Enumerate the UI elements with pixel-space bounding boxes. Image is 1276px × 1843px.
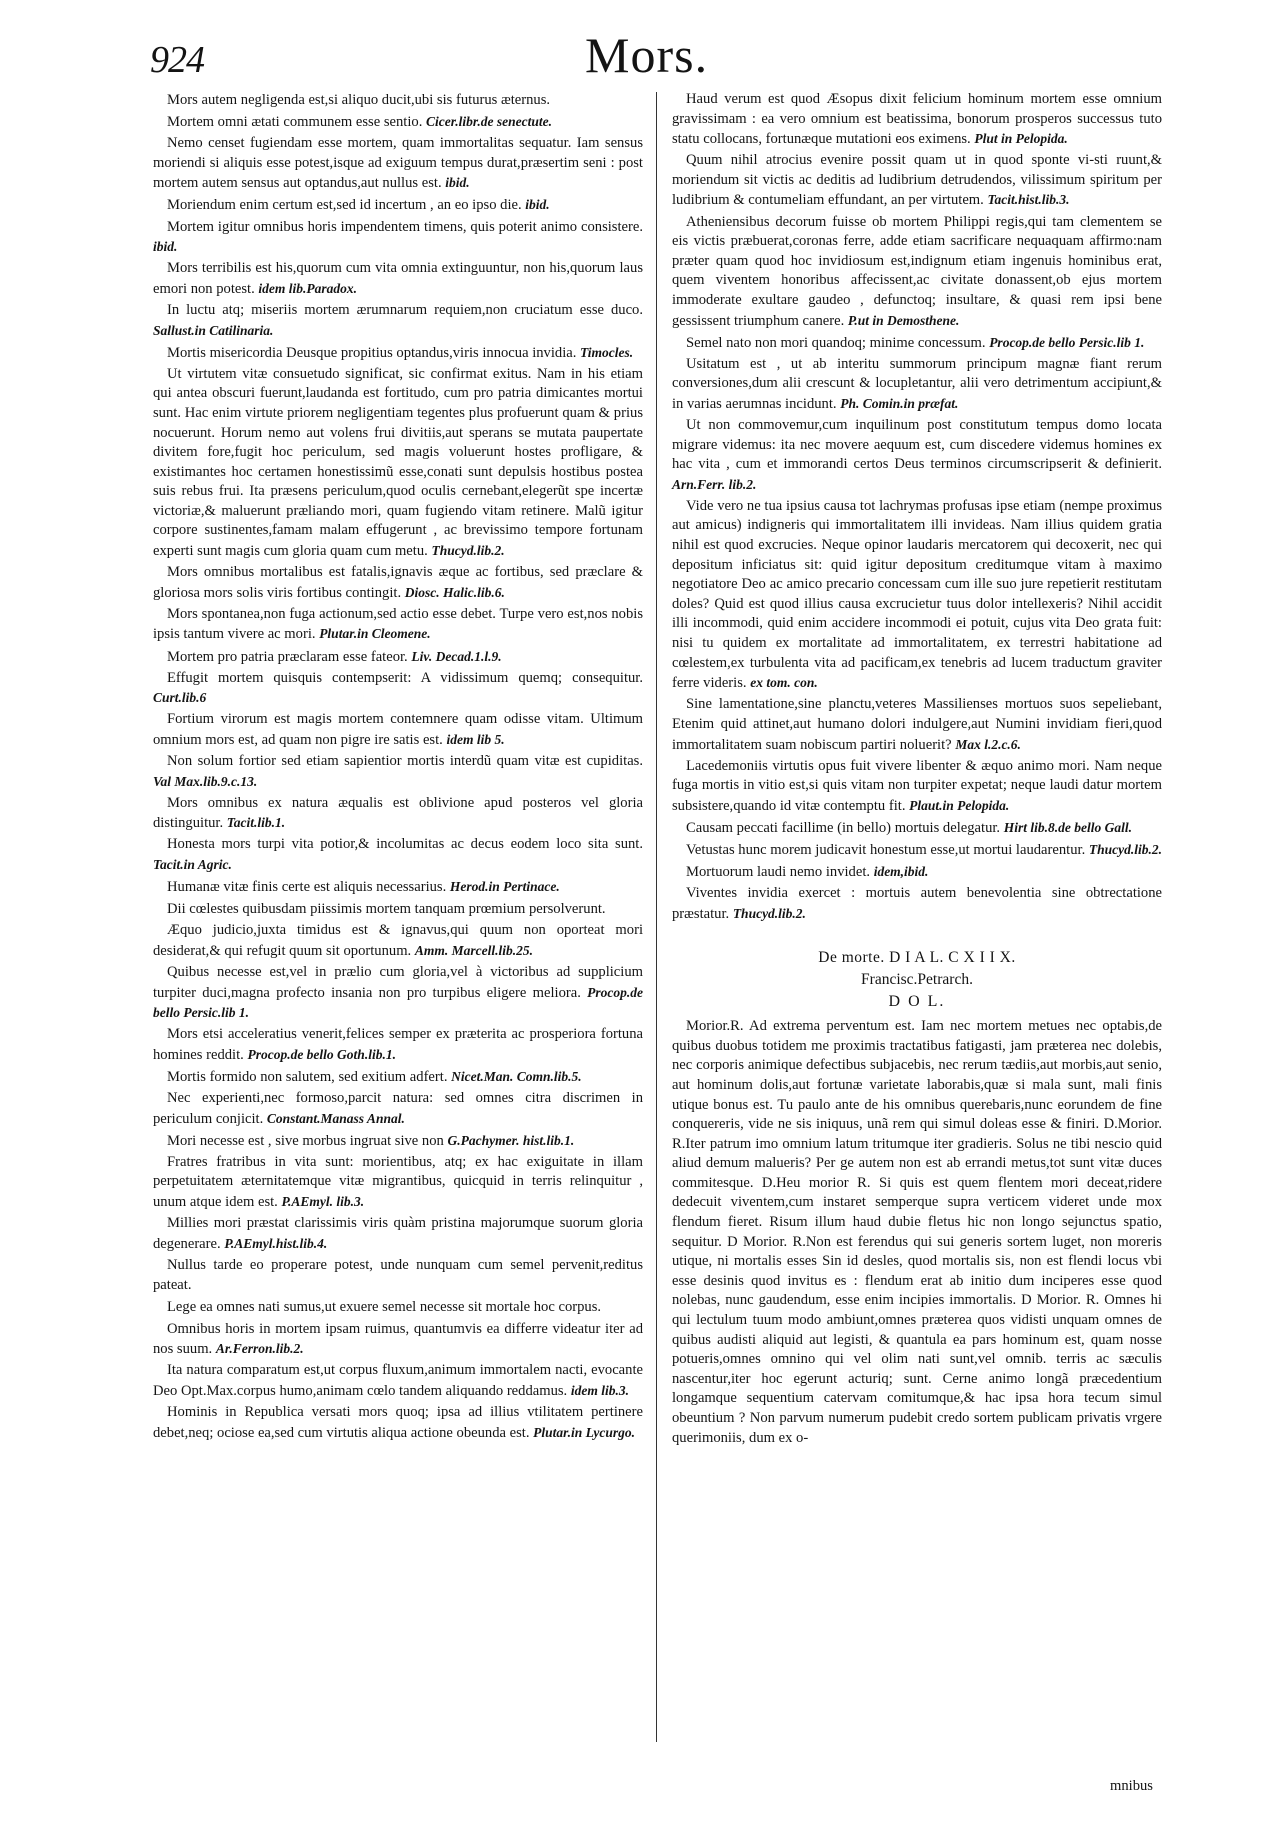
quote-text: Humanæ vitæ finis certe est aliquis necessarius. xyxy=(167,879,447,896)
quote-paragraph xyxy=(153,669,643,709)
quote-source: Ar.Ferron.lib.2. xyxy=(215,1341,304,1357)
quote-source: ibid. xyxy=(525,197,550,213)
quote-text: Vide vero ne tua ipsius causa tot lachrymas profusas ipse etiam (nempe proximus aut amicus) indigneris qui immortalitatem illi invideas. Nam illius quidem gratia nihil est quod excrucies. Neque opinor laudaris mercatorem qui decoxerit, nec qui depositum inficiatus sit: quid igitur depositum creditumque vitam à maximo negotiatore Deo ac amico precario concessam cum ille suo jure repetierit restitutam doles? Quid est quod illius causa excrucietur tuus dolor intellexeris? Nihil accidit illi incommodi, quid enim accidere incommodi ei potuit, cujus vita Deo grata fuit: nisi tu quidem ex mortalitate ad immortalitatem, ex terrestri habitatione ad cœlestem,ex turbulenta vita ad pacificam,ex tenebris ad lucem traductum graviter ferre videris. xyxy=(672,497,1162,692)
quote-source: Sallust.in Catilinaria. xyxy=(153,322,274,338)
quote-source: P.AEmyl.hist.lib.4. xyxy=(224,1235,328,1251)
quote-source: Plut in Pelopida. xyxy=(974,131,1068,147)
quote-text: Honesta mors turpi vita potior,& incolumitas ac decus eodem loco sita sunt. xyxy=(167,836,643,853)
quote-paragraph xyxy=(153,90,643,111)
quote-text: Non solum fortior sed etiam sapientior mortis interdũ quam vitæ est cupiditas. xyxy=(167,753,643,769)
quote-text: Mortis misericordia Deusque propitius optandus,viris innocua invidia. xyxy=(167,344,577,361)
quote-paragraph xyxy=(153,835,643,875)
quote-text: Moriendum enim certum est,sed id incertum , an eo ipso die. xyxy=(167,197,522,214)
quote-paragraph xyxy=(153,1256,643,1296)
dialogue-title: De morte. D I A L. C X I I X. xyxy=(818,949,1016,967)
quote-text: Mortem pro patria præclaram esse fateor. xyxy=(167,648,408,665)
quote-source: Amm. Marcell.lib.25. xyxy=(414,942,533,958)
quote-source: idem,ibid. xyxy=(873,864,929,880)
quote-paragraph xyxy=(153,134,643,194)
quote-source: P.ut in Demosthene. xyxy=(847,312,960,328)
quote-text: Mors omnibus ex natura æqualis est oblivione apud posteros vel gloria distinguitur. xyxy=(153,794,643,832)
quote-source: G.Pachymer. hist.lib.1. xyxy=(447,1132,575,1148)
page-number: 924 xyxy=(150,39,204,81)
quote-text: Fratres fratribus in vita sunt: morientibus, atq; ex hac exiguitate in illam perpetuitatem æternitatemque vitæ migrantibus, quicquid in terris relinquitur , unum atque idem est. xyxy=(153,1153,643,1210)
quote-paragraph xyxy=(153,647,643,668)
quote-source: Herod.in Pertinace. xyxy=(449,879,560,895)
quote-paragraph xyxy=(153,1214,643,1254)
quote-source: Plutar.in Lycurgo. xyxy=(533,1424,636,1440)
quote-paragraph xyxy=(153,195,643,216)
quote-text: Lege ea omnes nati sumus,ut exuere semel necesse sit mortale hoc corpus. xyxy=(167,1299,602,1316)
running-head: Mors. xyxy=(585,27,709,83)
quote-text: Sine lamentatione,sine planctu,veteres Massilienses mortuos suos sepeliebant, Etenim quid attinet,aut humano dolori indulgere,aut Numini invidiam fieri,quod immortalitatem suam nobiscum partiri noluerit? xyxy=(672,696,1162,753)
catchword: mnibus xyxy=(1110,1778,1153,1794)
quote-paragraph xyxy=(153,921,643,961)
quote-paragraph xyxy=(672,862,1162,883)
quote-text: Hominis in Republica versati mors quoq; ipsa ad illius vtilitatem pertinere debet,neq; ociose ea,sed cum virtutis aliqua actione obeunda est. xyxy=(153,1403,643,1441)
column-divider xyxy=(656,92,657,1742)
dialogue-paragraph: Morior.R. Ad extrema perventum est. Iam nec mortem metues nec optabis,de quibus duobus totidem me proximis tractatibus fatigasti, jam præterea nec dolebis, nec corporis animique defectibus subjacebis, nec rerum tædiis,aut morbis,aut senio, aut hominum dolis,aut fortunæ varietate laborabis,quæ si mala sunt, mali finis utique bonus est. Tu paulo ante de his omnibus querebaris,nunc eorundem de fine conquereris, vide ne sis iniquus, unã rem qui simul doleas esse & finiri. D.Morior. R.Iter patrum imo omnium latum tritumque iter gradieris. Solus ne tibi nescio quid aliud demum malueris? Per ge autem non est ab errandi metus,tot sunt vitæ duces commitesque. D.Heu morior R. Si quis est quem flentem mori deceat,ridere dedecuit viventem,cum instaret semperque supra verticem videret unde mox flendum fieret. Risum illum haud dubie fletus hic non longo sejunctus spatio, sequitur. D Morior. R.Non est ferendus qui sui generis sortem luget, non moreris utique, ni mortalis esses Sin id desles, quod mortalis sis, non est flendi locus vbi esse desinis quod invitus es : flendum erat ab initio dum inciperes esse quod nolebas, nunc gaudendum, esse enim incipies immortalis. D Morior. R. Omnes hi qui lectulum tuum modo ambiunt,omnes præterea quos vidisti unquam omnes de quibus audisti aliquid aut legisti, & quantula ea pars hominum est, quam nosse potueris,omnes omnino qui vel olim nati sunt,vel omnib. terris ac sæculis nascentur,iter hoc egerunt acturiq; sunt. Cerne animo longã præcedentium longamque sequentium catervam comitumque,& hac ipsa hora tecum simul obeuntium ? Non parvum numerum pudebit credo sortem publicam privatis vrgere querimoniis, dum ex o- xyxy=(672,1018,1162,1446)
quote-text: Mors terribilis est his,quorum cum vita omnia extinguuntur, non his,quorum laus emori non potest. xyxy=(153,260,643,297)
dialogue-body xyxy=(672,1017,1162,1448)
dialogue-author: Francisc.Petrarch. xyxy=(861,970,973,988)
quote-paragraph xyxy=(153,1320,643,1360)
quote-source: Nicet.Man. Comn.lib.5. xyxy=(451,1068,582,1084)
quote-source: Cicer.libr.de senectute. xyxy=(426,114,553,130)
dialogue-speaker: D O L. xyxy=(888,992,946,1010)
quote-source: Tacit.hist.lib.3. xyxy=(987,192,1070,208)
quote-source: Curt.lib.6 xyxy=(153,690,207,706)
quote-paragraph xyxy=(153,752,643,792)
quote-text: Nemo censet fugiendam esse mortem, quam immortalitas sequatur. Iam sensus moriendi si aliquis esse potest,isque ad exiguum tempus durat,præsertim seni : post mortem autem sensus aut optandus,aut nullus est. xyxy=(153,135,643,192)
quote-paragraph xyxy=(153,1297,643,1318)
quote-text: Æquo judicio,juxta timidus est & ignavus,qui quum non oporteat mori desiderat,& qui refugit quum sit oportunum. xyxy=(153,922,643,959)
quote-paragraph xyxy=(153,794,643,834)
quote-text: Nec experienti,nec formoso,parcit natura: sed omnes citra discrimen in periculum conjicit. xyxy=(153,1090,643,1127)
quote-text: Nullus tarde eo properare potest, unde nunquam cum semel pervenit,reditus pateat. xyxy=(153,1256,643,1294)
quote-text: Ut virtutem vitæ consuetudo significat, sic confirmat exitus. Nam in his etiam qui antea obscuri fuerunt,laudanda est fortitudo, cum pro patria dimicantes mortui sunt. Hac enim virtute priorem negligentiam tegentes plus profuerunt quam & prius nocuerunt. Horum nemo aut volens frui divitiis,aut sperans se mutata paupertate divitem fore,fugit hoc periculum, sed magis voluerunt hostes profligare, & existimantes hoc certamen honestissimũ esse,conati sunt depulsis hostibus postea suis rebus frui. Ita præsens periculum,quod oculis cernebant,elegerũt spe incertæ victoriæ,& maluerunt præliando mori, quam fugiendo vitam retinere. Malũ igitur corpore sustinentes,famam malam effugerunt , ac brevissimo tempore fortunam experti sunt magis cum gloria quam cum metu. xyxy=(153,365,643,560)
quote-paragraph xyxy=(153,1403,643,1443)
quote-text: Quum nihil atrocius evenire possit quam ut in quod sponte vi-sti ruunt,& moriendum sit victis ac deditis ad ludibrium detrudendos, vilissimum spiritum per ludibrium & contumeliam effundant, an per virtutem. xyxy=(672,152,1162,209)
quote-source: Constant.Manass Annal. xyxy=(266,1110,405,1126)
quote-source: Hirt lib.8.de bello Gall. xyxy=(1003,819,1132,835)
quote-source: Thucyd.lib.2. xyxy=(1088,841,1162,857)
quote-text: Effugit mortem quisquis contempserit: A vidissimum quemq; consequitur. xyxy=(167,669,643,686)
quote-text: Mortem igitur omnibus horis impendentem timens, quis poterit animo consistere. xyxy=(167,218,643,235)
quote-paragraph xyxy=(153,1089,643,1129)
quote-source: Thucyd.lib.2. xyxy=(431,543,505,559)
quote-text: Mors omnibus mortalibus est fatalis,ignavis æque ac fortibus, sed præclare & gloriosa mors solis viris fortibus contingit. xyxy=(153,564,643,601)
quote-source: P.AEmyl. lib.3. xyxy=(281,1193,365,1209)
quote-text: Causam peccati facillime (in bello) mortuis delegatur. xyxy=(686,819,1001,836)
quote-text: Ita natura comparatum est,ut corpus fluxum,animum immortalem nacti, evocante Deo Opt.Max.corpus humo,animam cœlo tandem aliquando reddamus. xyxy=(153,1362,643,1399)
quote-paragraph xyxy=(672,333,1162,354)
quote-text: Mortis formido non salutem, sed exitium adfert. xyxy=(167,1068,448,1085)
quote-source: Procop.de bello Persic.lib 1. xyxy=(989,334,1145,350)
quote-paragraph xyxy=(672,757,1162,817)
quote-paragraph xyxy=(672,90,1162,150)
quote-text: Vetustas hunc morem judicavit honestum esse,ut mortui laudarentur. xyxy=(686,841,1086,858)
quote-source: Arn.Ferr. lib.2. xyxy=(672,476,757,492)
right-column xyxy=(672,90,1162,1450)
quote-text: Mori necesse est , sive morbus ingruat sive non xyxy=(167,1132,444,1149)
quote-text: Fortium virorum est magis mortem contemnere quam odisse vitam. Ultimum omnium mors est, ad quam non pigre ire satis est. xyxy=(153,711,643,748)
quote-text: Semel nato non mori quandoq; minime concessum. xyxy=(686,334,986,351)
quote-text: Usitatum est , ut ab interitu summorum principum magnæ fiant rerum conversiones,dum alii crescunt & locupletantur, alii vero detrimentum accipiunt,& in varias aerumnas incidunt. xyxy=(672,355,1162,412)
quote-text: Mortem omni ætati communem esse sentio. xyxy=(167,114,423,131)
quote-source: Plaut.in Pelopida. xyxy=(909,797,1010,813)
right-quotes xyxy=(672,90,1162,924)
quote-source: idem lib 5. xyxy=(446,731,505,747)
quote-text: Mors etsi acceleratius venerit,felices semper ex præterita ac prosperiora fortuna homines reddit. xyxy=(153,1026,643,1063)
quote-paragraph xyxy=(153,963,643,1024)
quote-paragraph xyxy=(153,1025,643,1065)
quote-paragraph xyxy=(153,877,643,898)
quote-text: Atheniensibus decorum fuisse ob mortem Philippi regis,qui tam clementem se eis victis præbuerat,coronas ferre, adde etiam sacrificare nequaquam affirmo:nam præter quam quod hoc invidiosum est,indignum etiam ingenuis hominibus erat, quem viventem honoribus affecissent,ac civitate donassent,ob ejus mortem immoderate exultare gaudeo , defunctoq; insultare, & quasi rem ipsi bene gessissent triumphum canere. xyxy=(672,213,1162,329)
quote-paragraph xyxy=(153,365,643,562)
quote-paragraph xyxy=(672,840,1162,861)
quote-text: Lacedemoniis virtutis opus fuit vivere libenter & æquo animo mori. Nam neque fuga mortis in vitio est,si quis vitam non turpiter expetat; neque laudi datur mortem subsistere,quando id vitæ contemptu fit. xyxy=(672,757,1162,814)
quote-text: Mors autem negligenda est,si aliquo ducit,ubi sis futurus æternus. xyxy=(167,92,551,108)
quote-text: Ut non commovemur,cum inquilinum post constitutum tempus domo locata migrare videmus: ita nec movere aequum est, cum discedere videmus homines ex hac vita , cum et immorandi certos Deus terminos circumscripserit & definierit. xyxy=(672,417,1162,473)
quote-text: In luctu atq; miseriis mortem ærumnarum requiem,non cruciatum esse duco. xyxy=(167,301,643,318)
quote-paragraph xyxy=(672,151,1162,211)
quote-paragraph xyxy=(672,416,1162,495)
quote-source: Diosc. Halic.lib.6. xyxy=(404,584,505,600)
quote-source: Procop.de bello Goth.lib.1. xyxy=(247,1046,396,1062)
quote-paragraph xyxy=(153,259,643,299)
quote-paragraph xyxy=(672,355,1162,415)
quote-paragraph xyxy=(672,213,1162,332)
quote-text: Mortuorum laudi nemo invidet. xyxy=(686,864,871,881)
quote-paragraph xyxy=(153,605,643,645)
quote-paragraph xyxy=(672,818,1162,839)
quote-paragraph xyxy=(153,112,643,133)
quote-text: Dii cœlestes quibusdam piissimis mortem tanquam prœmium persolverunt. xyxy=(167,901,606,918)
quote-paragraph xyxy=(153,343,643,364)
quote-source: Liv. Decad.1.l.9. xyxy=(411,648,502,664)
quote-text: Omnibus horis in mortem ipsam ruimus, quantumvis ea differre videatur iter ad nos suum. xyxy=(153,1320,643,1358)
quote-paragraph xyxy=(153,563,643,603)
quote-source: Timocles. xyxy=(580,344,634,360)
left-column xyxy=(153,90,643,1445)
quote-text: Mors spontanea,non fuga actionum,sed actio esse debet. Turpe vero est,nos nobis ipsis tantum vivere ac mori. xyxy=(153,605,643,643)
quote-paragraph xyxy=(672,695,1162,755)
quote-source: Plutar.in Cleomene. xyxy=(319,626,431,642)
quote-paragraph xyxy=(153,1153,643,1213)
quote-text: Millies mori præstat clarissimis viris quàm pristina majorumque suorum gloria degenerare. xyxy=(153,1215,643,1252)
quote-source: Thucyd.lib.2. xyxy=(732,905,806,921)
quote-source: ex tom. con. xyxy=(750,675,818,691)
quote-paragraph xyxy=(153,301,643,341)
quote-paragraph xyxy=(153,710,643,750)
quote-source: Tacit.lib.1. xyxy=(226,815,286,831)
quote-paragraph xyxy=(153,1131,643,1152)
quote-paragraph xyxy=(153,1067,643,1088)
quote-paragraph xyxy=(153,1361,643,1401)
quote-paragraph xyxy=(672,497,1162,694)
quote-text: Viventes invidia exercet : mortuis autem benevolentia sine obtrectatione præstatur. xyxy=(672,885,1162,922)
quote-source: ibid. xyxy=(445,175,470,191)
quote-source: idem lib.3. xyxy=(570,1382,629,1398)
quote-source: idem lib.Paradox. xyxy=(258,280,358,296)
quote-source: Val Max.lib.9.c.13. xyxy=(153,773,258,789)
quote-source: Tacit.in Agric. xyxy=(153,856,232,872)
quote-paragraph xyxy=(672,884,1162,924)
quote-paragraph xyxy=(153,218,643,258)
quote-source: Ph. Comin.in præfat. xyxy=(840,395,959,411)
quote-source: ibid. xyxy=(153,239,178,255)
quote-text: Haud verum est quod Æsopus dixit felicium hominum mortem esse omnium gravissimam : ea vero omnium est beatissima, bonorum prosperos successus tuto statu collocans, fortunæque mutationi eos eximens. xyxy=(672,91,1162,148)
quote-text: Quibus necesse est,vel in prælio cum gloria,vel à victoribus ad supplicium turpiter duci,magna profecto insania non pro turpibus eligere meliora. xyxy=(153,963,643,1001)
quote-source: Procop.de bello Persic.lib 1. xyxy=(153,984,643,1021)
quote-paragraph xyxy=(153,899,643,920)
quote-source: Max l.2.c.6. xyxy=(955,736,1021,752)
